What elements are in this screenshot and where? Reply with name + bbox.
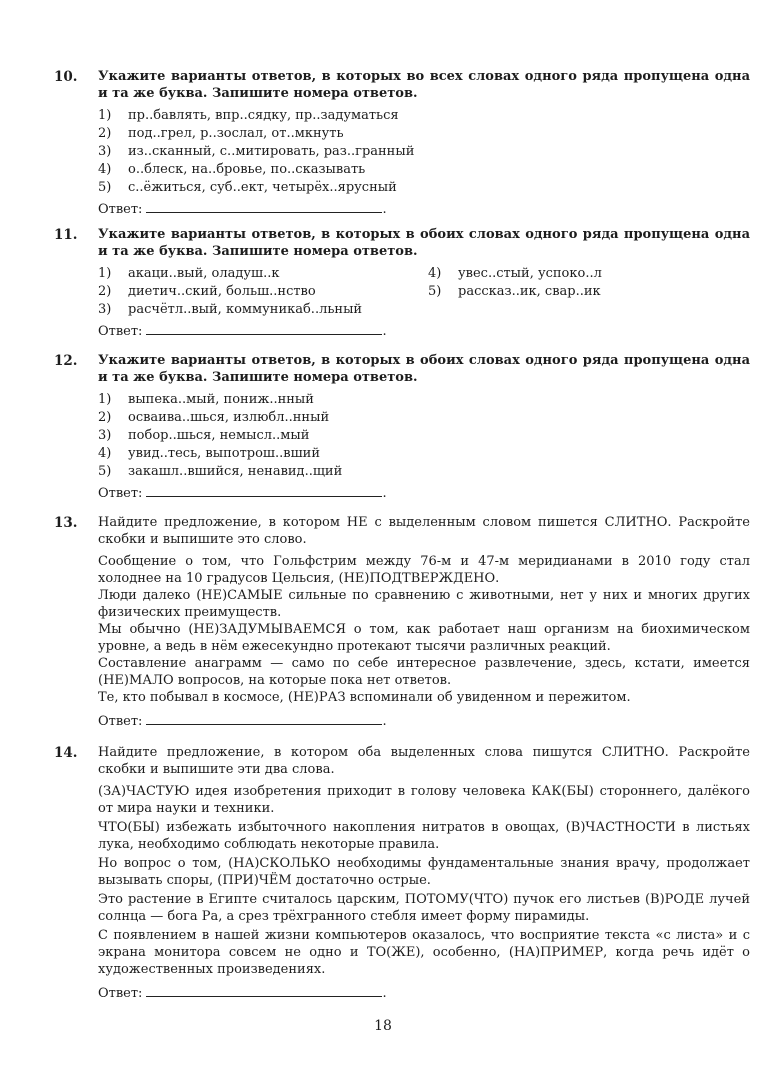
- option-5: [98, 463, 342, 481]
- option-text: закашл..вшийся, ненавид..щий: [128, 464, 343, 479]
- option-text: под..грел, р..зослал, от..мкнуть: [128, 126, 344, 141]
- sentence-3: Но вопрос о том, (НА)СКОЛЬКО необходимы фундаментальные знания врачу, продолжает вызывать споры, (ПРИ)ЧЁМ достаточно острые.: [98, 856, 750, 888]
- answer-line[interactable]: [146, 200, 382, 213]
- task-number: 12.: [54, 353, 78, 369]
- answer-row: Ответ: .: [98, 324, 387, 339]
- page-number: 18: [374, 1018, 392, 1034]
- answer-label: Ответ:: [98, 202, 143, 217]
- task-number: 11.: [54, 227, 78, 243]
- answer-label: Ответ:: [98, 714, 143, 729]
- option-number: 4): [428, 266, 442, 281]
- option-3: [98, 427, 309, 445]
- answer-row: Ответ: .: [98, 486, 387, 501]
- sentence-1: (ЗА)ЧАСТУЮ идея изобретения приходит в голову человека КАК(БЫ) стороннего, далёкого от мира науки и техники.: [98, 784, 750, 816]
- option-text: акаци..вый, оладуш..к: [128, 266, 280, 281]
- answer-row: Ответ: .: [98, 986, 387, 1001]
- task-question: Найдите предложение, в котором НЕ с выделенным словом пишется СЛИТНО. Раскройте скобки и выпишите это слово.: [98, 515, 750, 547]
- option-number: 2): [98, 410, 112, 425]
- task-number: 10.: [54, 69, 78, 85]
- option-number: 2): [98, 126, 112, 141]
- option-number: 5): [428, 284, 442, 299]
- answer-label: Ответ:: [98, 324, 143, 339]
- option-5: [428, 283, 601, 301]
- option-number: 1): [98, 392, 112, 407]
- sentence-2: Люди далеко (НЕ)САМЫЕ сильные по сравнению с животными, нет у них и многих других физических преимуществ.: [98, 588, 750, 620]
- sentence-4: Составление анаграмм — само по себе интересное развлечение, здесь, кстати, имеется (НЕ)МАЛО вопросов, на которые пока нет ответов.: [98, 656, 750, 688]
- option-text: побор..шься, немысл..мый: [128, 428, 310, 443]
- option-text: осваива..шься, излюбл..нный: [128, 410, 330, 425]
- option-text: увид..тесь, выпотрош..вший: [128, 446, 320, 461]
- task-question: Укажите варианты ответов, в которых во всех словах одного ряда пропущена одна и та же буква. Запишите номера ответов.: [98, 69, 750, 101]
- task-question: Найдите предложение, в котором оба выделенных слова пишутся СЛИТНО. Раскройте скобки и выпишите эти два слова.: [98, 745, 750, 777]
- option-number: 4): [98, 446, 112, 461]
- option-2: [98, 409, 329, 427]
- answer-label: Ответ:: [98, 986, 143, 1001]
- option-1: [98, 391, 314, 409]
- answer-label: Ответ:: [98, 486, 143, 501]
- option-text: рассказ..ик, свар..ик: [458, 284, 601, 299]
- option-number: 2): [98, 284, 112, 299]
- option-number: 3): [98, 144, 112, 159]
- option-number: 1): [98, 108, 112, 123]
- option-1: [98, 107, 399, 125]
- option-4: [428, 265, 602, 283]
- sentence-5: Те, кто побывал в космосе, (НЕ)РАЗ вспоминали об увиденном и пережитом.: [98, 690, 631, 705]
- option-text: с..ёжиться, суб..ект, четырёх..ярусный: [128, 180, 397, 195]
- option-2: [98, 283, 316, 301]
- option-text: выпека..мый, пониж..нный: [128, 392, 314, 407]
- option-4: [98, 161, 365, 179]
- option-text: из..сканный, с..митировать, раз..гранный: [128, 144, 415, 159]
- task-number: 13.: [54, 515, 78, 531]
- option-5: [98, 179, 397, 197]
- answer-line[interactable]: [146, 484, 382, 497]
- option-text: пр..бавлять, впр..сядку, пр..задуматься: [128, 108, 399, 123]
- sentence-1: Сообщение о том, что Гольфстрим между 76-м и 47-м меридианами в 2010 году стал холоднее на 10 градусов Цельсия, (НЕ)ПОДТВЕРЖДЕНО.: [98, 554, 750, 586]
- option-3: [98, 301, 362, 319]
- sentence-5: С появлением в нашей жизни компьютеров оказалось, что восприятие текста «с листа» и с экрана монитора совсем не одно и ТО(ЖЕ), особенно, (НА)ПРИМЕР, когда речь идёт о художественных произведениях.: [98, 928, 750, 977]
- answer-line[interactable]: [146, 984, 382, 997]
- answer-line[interactable]: [146, 322, 382, 335]
- option-number: 3): [98, 428, 112, 443]
- option-number: 4): [98, 162, 112, 177]
- answer-row: Ответ: .: [98, 202, 387, 217]
- option-number: 5): [98, 180, 112, 195]
- option-1: [98, 265, 279, 283]
- task-number: 14.: [54, 745, 78, 761]
- answer-line[interactable]: [146, 712, 382, 725]
- option-text: о..блеск, на..бровье, по..сказывать: [128, 162, 366, 177]
- sentence-4: Это растение в Египте считалось царским, ПОТОМУ(ЧТО) пучок его листьев (В)РОДЕ лучей солнца — бога Ра, а срез трёхгранного стебля имеет форму пирамиды.: [98, 892, 750, 924]
- option-2: [98, 125, 344, 143]
- task-question: Укажите варианты ответов, в которых в обоих словах одного ряда пропущена одна и та же буква. Запишите номера ответов.: [98, 353, 750, 385]
- option-number: 1): [98, 266, 112, 281]
- option-number: 5): [98, 464, 112, 479]
- option-text: диетич..ский, больш..нство: [128, 284, 316, 299]
- option-text: увес..стый, успоко..л: [458, 266, 602, 281]
- task-question: Укажите варианты ответов, в которых в обоих словах одного ряда пропущена одна и та же буква. Запишите номера ответов.: [98, 227, 750, 259]
- option-4: [98, 445, 320, 463]
- sentence-3: Мы обычно (НЕ)ЗАДУМЫВАЕМСЯ о том, как работает наш организм на биохимическом уровне, а ведь в нём ежесекундно протекают тысячи различных реакций.: [98, 622, 750, 654]
- answer-row: Ответ: .: [98, 714, 387, 729]
- option-number: 3): [98, 302, 112, 317]
- sentence-2: ЧТО(БЫ) избежать избыточного накопления нитратов в овощах, (В)ЧАСТНОСТИ в листьях лука, необходимо соблюдать некоторые правила.: [98, 820, 750, 852]
- option-3: [98, 143, 414, 161]
- option-text: расчётл..вый, коммуникаб..льный: [128, 302, 363, 317]
